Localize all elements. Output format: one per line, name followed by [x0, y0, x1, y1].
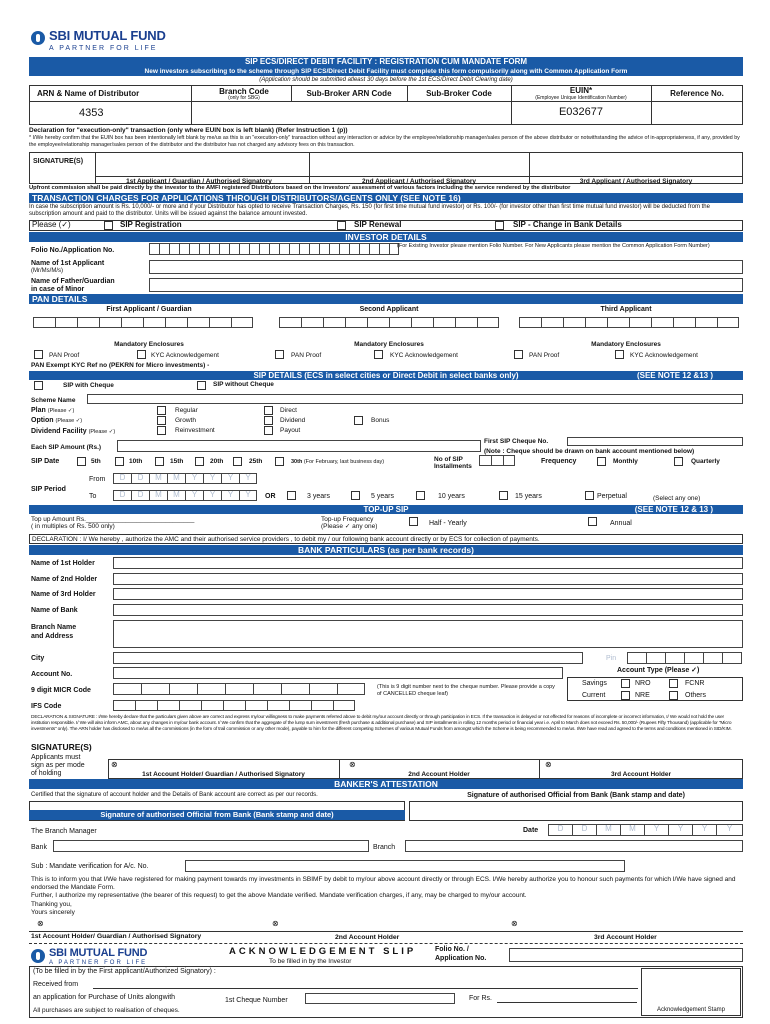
signature-label: SIGNATURE(S)	[33, 158, 84, 165]
first-cheque-input[interactable]	[567, 437, 743, 446]
fcnr-label: FCNR	[685, 680, 705, 687]
nro-label: NRO	[635, 680, 651, 687]
ack-cheque-input[interactable]	[305, 993, 455, 1004]
installments-label: No of SIP Installments	[434, 456, 472, 470]
attest-stamp-box[interactable]	[409, 801, 743, 821]
first-cheque-label: First SIP Cheque No.	[484, 438, 549, 445]
pan-first-label: First Applicant / Guardian	[106, 306, 192, 313]
folio-label: Folio No./Application No.	[31, 247, 115, 254]
regular-label: Regular	[175, 407, 198, 414]
direct-checkbox[interactable]	[264, 406, 273, 415]
bonus-label: Bonus	[371, 417, 390, 424]
ack-brand-tagline: A PARTNER FOR LIFE	[49, 960, 148, 966]
y5-checkbox[interactable]	[351, 491, 360, 500]
savings-label: Savings	[582, 680, 607, 687]
micr-label: 9 digit MICR Code	[31, 687, 91, 694]
bank-signatures-label: SIGNATURE(S)	[31, 742, 92, 752]
date-30-label	[291, 459, 384, 465]
arn-label: ARN & Name of Distributor	[37, 89, 140, 98]
lph-m2: M	[620, 824, 644, 836]
letter-date-label: Date	[523, 827, 539, 834]
euin-sub: (Employee Unique Identification Number)	[535, 95, 627, 101]
pan-proof-1-label: PAN Proof	[49, 352, 80, 359]
date-30-checkbox[interactable]	[275, 457, 284, 466]
nre-label: NRE	[635, 692, 650, 699]
account-holder-2-label: 2nd Account Holder	[408, 771, 470, 778]
letter-to: The Branch Manager	[31, 828, 97, 835]
ifs-input[interactable]	[113, 700, 355, 711]
holder1-label: Name of 1st Holder	[31, 560, 95, 567]
account-holder-3-label: 3rd Account Holder	[610, 771, 672, 778]
y3-label: 3 years	[307, 493, 330, 500]
perpetual-label: Perpetual	[597, 493, 627, 500]
to-label: To	[89, 493, 97, 500]
form-subtitle: New investors subscribing to the scheme through SIP ECS/Direct Debit Facility must complete this form compulsorily along with Common Application Form	[29, 67, 743, 76]
to-ph-m1: M	[149, 490, 167, 501]
arn-value[interactable]: 4353	[79, 107, 104, 119]
letter-bank-input[interactable]	[53, 840, 369, 852]
nre-checkbox[interactable]	[669, 691, 678, 700]
ifs-label: IFS Code	[31, 703, 62, 710]
sip-amount-input[interactable]	[117, 440, 481, 452]
pan-proof-2-label: PAN Proof	[291, 352, 322, 359]
sip-change-bank-checkbox[interactable]	[495, 221, 504, 230]
letter-sig-1: 1st Account Holder/ Guardian / Authorised Signatory	[31, 933, 202, 940]
annual-label: Annual	[610, 520, 632, 527]
bank-sig-sub3: of holding	[31, 770, 62, 777]
y10-checkbox[interactable]	[416, 491, 425, 500]
kyc-2-checkbox[interactable]	[374, 350, 383, 359]
father-name-input[interactable]	[149, 278, 743, 292]
date-15-checkbox[interactable]	[155, 457, 164, 466]
ack-app-label: Application No.	[435, 955, 487, 962]
ack-received-label: Received from	[33, 981, 79, 988]
reference-label: Reference No.	[670, 89, 724, 98]
branch-address-input[interactable]	[113, 620, 743, 648]
date-30-text: 30th	[291, 459, 303, 465]
ack-sub: To be filled in by the Investor	[269, 958, 352, 965]
sign-mark-3-icon: ⊗	[545, 760, 552, 769]
sip-change-bank-label: SIP - Change in Bank Details	[513, 220, 622, 229]
option-text: Option	[31, 417, 54, 424]
pin-label: Pin	[606, 655, 617, 662]
letter-sig-2: 2nd Account Holder	[335, 934, 400, 941]
date-5-label: 5th	[91, 458, 101, 465]
letter-branch-label: Branch	[373, 844, 396, 851]
to-date-input[interactable]	[113, 490, 257, 501]
form-title: SIP ECS/DIRECT DEBIT FACILITY : REGISTRATION CUM MANDATE FORM	[29, 57, 743, 67]
topup-freq-sub: (Please ✓ any one)	[321, 523, 378, 530]
please-label: Please (✓)	[32, 220, 71, 229]
topup-note: (SEE NOTE 12 & 13 )	[634, 505, 713, 514]
ack-subject: All purchases are subject to realisation of cheques.	[33, 1007, 180, 1014]
sbi-emblem-icon	[31, 31, 45, 45]
sip-without-cheque-label: SIP without Cheque	[213, 381, 274, 388]
to-ph-y1: Y	[185, 490, 203, 501]
pan-proof-2-checkbox[interactable]	[275, 350, 284, 359]
letter-account-input[interactable]	[185, 860, 625, 872]
plan-text: Plan	[31, 407, 46, 414]
sip-renewal-label: SIP Renewal	[354, 220, 402, 229]
bank-sig-sub2: sign as per mode	[31, 762, 85, 769]
bonus-checkbox[interactable]	[354, 416, 363, 425]
letter-sig-3: 3rd Account Holder	[594, 934, 657, 941]
date-15-label: 15th	[170, 458, 184, 465]
lph-y4: Y	[716, 824, 743, 836]
upfront-note: Upfront commission shall be paid directly by the investor to the AMFI registered Distributors based on the investors' assessment of various factors including the service rendered by the distributor	[29, 185, 571, 191]
ph-m2: M	[167, 473, 185, 484]
frequency-label: Frequency	[541, 458, 577, 465]
folio-input[interactable]	[149, 243, 399, 255]
sip-title-text: SIP DETAILS (ECS in select cities or Direct Debit in select banks only)	[253, 371, 519, 380]
brand-tagline: A PARTNER FOR LIFE	[49, 45, 158, 52]
ack-logo	[29, 946, 179, 968]
topup-amount-label[interactable]: Top up Amount Rs.______________________________	[31, 516, 195, 523]
account-input[interactable]	[113, 667, 563, 679]
city-label: City	[31, 655, 45, 662]
installments-input[interactable]	[479, 455, 515, 466]
sip-with-cheque-checkbox[interactable]	[34, 381, 43, 390]
holder2-input[interactable]	[113, 573, 743, 585]
sip-with-cheque-label: SIP with Cheque	[63, 382, 114, 389]
ph-y2: Y	[203, 473, 221, 484]
sip-date-label: SIP Date	[31, 458, 60, 465]
branch-code-label: Branch Code	[219, 87, 269, 96]
sig3-label: 3rd Applicant / Authorised Signatory	[579, 178, 693, 185]
date-30-note: (For February, last business day)	[303, 459, 385, 465]
letter-date-input[interactable]	[548, 824, 743, 836]
date-25-label: 25th	[249, 458, 263, 465]
attest-title: BANKER'S ATTESTATION	[29, 779, 743, 789]
annual-checkbox[interactable]	[588, 517, 597, 526]
current-label: Current	[582, 692, 606, 699]
holder3-label: Name of 3rd Holder	[31, 591, 96, 598]
attest-sig-left: Signature of authorised Official from Bank (Bank stamp and date)	[29, 810, 405, 820]
sig2-label: 2nd Applicant / Authorised Signatory	[362, 178, 476, 185]
holder1-input[interactable]	[113, 557, 743, 569]
plan-label	[31, 407, 74, 415]
mandatory-1: Mandatory Enclosures	[114, 341, 184, 348]
mandatory-3: Mandatory Enclosures	[591, 341, 661, 348]
account-type-label: Account Type (Please ✓)	[617, 667, 700, 674]
option-label	[31, 417, 82, 425]
y10-label: 10 years	[438, 493, 465, 500]
pan-title: PAN DETAILS	[29, 294, 743, 304]
ack-purchase-label: an application for Purchase of Units alongwith	[33, 994, 176, 1001]
y15-label: 15 years	[515, 493, 542, 500]
dividend-checkbox[interactable]	[264, 416, 273, 425]
charges-text: In case the subscription amount is Rs. 10,000/- or more and if your Distributor has opted to receive Transaction Charges, Rs. 150 (for first time mutual fund investor) or Rs. 100/- (for investor other than first time mutual fund investor) will be deducted from the subscription amount and paid to the distributor. Units will be issued against the balance amount invested.	[29, 204, 710, 217]
ph-y4: Y	[239, 473, 257, 484]
ph-y3: Y	[221, 473, 239, 484]
nro-checkbox[interactable]	[669, 679, 678, 688]
perpetual-checkbox[interactable]	[585, 491, 594, 500]
subbroker-arn-label: Sub-Broker ARN Code	[306, 89, 392, 98]
letter-branch-input[interactable]	[405, 840, 743, 852]
letter-p1: This is to inform you that I/We have registered for making payment towards my investments in SBIMF by debit to my/our above account directly or through ECS. I/We hereby authorize you to honour such payments for which I/We have signed and endorsed the Mandate Form.	[31, 876, 736, 891]
city-input[interactable]	[113, 652, 583, 664]
topup-freq-label: Top-up Frequency	[321, 516, 374, 523]
y15-checkbox[interactable]	[499, 491, 508, 500]
date-25-checkbox[interactable]	[233, 457, 242, 466]
div-label	[31, 428, 115, 436]
pan-proof-3-label: PAN Proof	[529, 352, 560, 359]
father-name-label: Name of Father/Guardian	[31, 278, 115, 285]
half-yearly-label: Half - Yearly	[429, 520, 467, 527]
reinvest-label: Reinvestment	[175, 427, 215, 434]
bank-declaration-text: DECLARATION & SIGNATURE : I/We hereby declare that the particulars given above are correct and express my/our willingness to make payments referred above to debit my/our account directly or through participation in ECS. If the transaction is delayed or not effected for reasons of incomplete or incorrect information, I/ We would not hold the user institution responsible. I/ We will also inform AMC, about any changes in my/our bank account. I/ We confirm that the aggregate of the lump sum investment (fresh purchase & additional purchase) and SIP installments in rolling 12 months period or financial year i.e. April to March does not exceed Rs. 50,000/- (Rupees Fifty Thousand) (applicable for "Micro investments" only). The ARN holder has disclosed to me/us all the commissions (in the form of trail commission or any other mode), payable to him for the different competing Schemes of various Mutual Funds from amongst which the Scheme is being recommended to me/us. I/We have read and agreed to the terms and conditions mentioned in SID/KIM.	[31, 715, 732, 732]
ack-brand-name: SBI MUTUAL FUND	[49, 947, 148, 959]
quarterly-label: Quarterly	[691, 458, 720, 465]
payout-checkbox[interactable]	[264, 426, 273, 435]
pekrn-label: PAN Exempt KYC Ref no (PEKRN for Micro investments) -	[31, 362, 210, 369]
attest-text: Certified that the signature of account holder and the Details of Bank account are correct as per our records.	[31, 792, 318, 798]
to-ph-y2: Y	[203, 490, 221, 501]
current-checkbox[interactable]	[621, 691, 630, 700]
ack-folio-input[interactable]	[509, 948, 743, 962]
ack-stamp-label: Acknowledgement Stamp	[656, 1007, 726, 1013]
ack-emblem-icon	[31, 949, 45, 963]
growth-label: Growth	[175, 417, 196, 424]
lph-d1: D	[548, 824, 572, 836]
letter-sign-3-icon: ⊗	[511, 919, 518, 928]
pan-proof-1-checkbox[interactable]	[34, 350, 43, 359]
euin-label: EUIN*	[569, 86, 593, 95]
to-ph-y3: Y	[221, 490, 239, 501]
sign-mark-1-icon: ⊗	[111, 760, 118, 769]
y3-checkbox[interactable]	[287, 491, 296, 500]
sip-period-label: SIP Period	[31, 486, 66, 493]
form-note: (Application should be submitted atleast 30 days before the 1st ECS/Direct Debit Clearing date)	[259, 77, 513, 83]
lph-d2: D	[572, 824, 596, 836]
letter-sign-2-icon: ⊗	[272, 919, 279, 928]
lph-y3: Y	[692, 824, 716, 836]
applicant-name-input[interactable]	[149, 260, 743, 274]
execution-decl-title: Declaration for "execution-only" transaction (only where EUIN box is left blank) (Refer Instruction 1 (p))	[29, 127, 348, 134]
branch-name-label: Branch Name	[31, 624, 77, 631]
ack-title: ACKNOWLEDGEMENT SLIP	[229, 946, 417, 957]
form-page	[29, 28, 743, 1018]
pan-third-label: Third Applicant	[600, 306, 652, 313]
subbroker-code-label: Sub-Broker Code	[426, 89, 492, 98]
ack-cheque-label: 1st Cheque Number	[225, 997, 288, 1004]
monthly-checkbox[interactable]	[597, 457, 606, 466]
plan-please: (Please ✓)	[47, 408, 75, 414]
pan-second-input[interactable]	[279, 317, 499, 328]
topup-title-text: TOP-UP SIP	[363, 505, 409, 514]
sip-note: (SEE NOTE 12 &13 )	[636, 371, 713, 380]
dividend-label: Dividend	[280, 417, 306, 424]
pan-proof-3-checkbox[interactable]	[514, 350, 523, 359]
kyc-3-label: KYC Acknowledgement	[630, 352, 698, 359]
to-ph-y4: Y	[239, 490, 257, 501]
to-ph-m2: M	[167, 490, 185, 501]
euin-value[interactable]: E032677	[558, 106, 604, 118]
kyc-3-checkbox[interactable]	[615, 350, 624, 359]
account-holder-1-label: 1st Account Holder/ Guardian / Authorised Signatory	[142, 771, 305, 778]
sip-amount-label: Each SIP Amount (Rs.)	[31, 444, 102, 451]
div-please: (Please ✓)	[88, 429, 116, 435]
kyc-1-label: KYC Acknowledgement	[151, 352, 219, 359]
sign-mark-2-icon: ⊗	[349, 760, 356, 769]
from-date-input[interactable]	[113, 473, 257, 484]
holder2-label: Name of 2nd Holder	[31, 576, 98, 583]
letter-p3: Thanking you,	[31, 901, 72, 908]
declaration-text: DECLARATION : I/ We hereby , authorize the AMC and their authorised service providers , to debit my / our following bank account directly or by ECS for collection of payments.	[32, 536, 540, 543]
topup-title	[29, 505, 743, 514]
ph-m1: M	[149, 473, 167, 484]
pan-second-label: Second Applicant	[359, 306, 419, 313]
scheme-label: Scheme Name	[31, 397, 76, 404]
reinvest-checkbox[interactable]	[157, 426, 166, 435]
pin-input[interactable]	[627, 652, 742, 664]
ack-for-rs-label: For Rs.	[469, 995, 492, 1002]
bank-name-label: Name of Bank	[31, 607, 78, 614]
date-20-label: 20th	[210, 458, 224, 465]
letter-sign-1-icon: ⊗	[37, 919, 44, 928]
attest-sig-right: Signature of authorised Official from Bank (Bank stamp and date)	[467, 792, 685, 799]
pan-first-input[interactable]	[33, 317, 253, 328]
lph-m1: M	[596, 824, 620, 836]
sip-registration-label: SIP Registration	[120, 220, 182, 229]
topup-amount-sub: ( in multiples of Rs. 500 only)	[31, 523, 115, 530]
savings-checkbox[interactable]	[621, 679, 630, 688]
sip-renewal-checkbox[interactable]	[337, 221, 346, 230]
growth-checkbox[interactable]	[157, 416, 166, 425]
ph-d1: D	[113, 473, 131, 484]
micr-note: (This is 9 digit number next to the cheque number. Please provide a copy of CANCELLED cheque leaf)	[377, 684, 555, 697]
letter-bank-label: Bank	[31, 844, 47, 851]
kyc-2-label: KYC Acknowledgement	[390, 352, 458, 359]
regular-checkbox[interactable]	[157, 406, 166, 415]
execution-decl-text: * I/We hereby confirm that the EUIN box has been intentionally left blank by me/us as this is an "execution-only" transaction without any interaction or advice by the employee/relationship manager/sales person of the above distributor or notwithstanding the advice of in-appropriateness, if any, provided by the employee/relationship manager/sales person of the distributor and the distributor has not charged any advisory fees on this transaction.	[29, 135, 740, 148]
branch-address-label: and Address	[31, 633, 74, 640]
kyc-1-checkbox[interactable]	[137, 350, 146, 359]
or-label: OR	[265, 493, 276, 500]
ack-folio-label: Folio No. /	[435, 946, 469, 953]
date-5-checkbox[interactable]	[77, 457, 86, 466]
select-any-label: (Select any one)	[653, 495, 701, 502]
ph-y1: Y	[185, 473, 203, 484]
option-please: (Please ✓)	[55, 418, 83, 424]
date-10-checkbox[interactable]	[115, 457, 124, 466]
charges-title: TRANSACTION CHARGES FOR APPLICATIONS THROUGH DISTRIBUTORS/AGENTS ONLY (SEE NOTE 16)	[29, 193, 743, 203]
date-10-label: 10th	[129, 458, 143, 465]
bank-name-input[interactable]	[113, 604, 743, 616]
branch-code-sub: (only for SBG)	[228, 95, 260, 101]
to-ph-d2: D	[131, 490, 149, 501]
bank-title: BANK PARTICULARS (as per bank records)	[29, 545, 743, 555]
holder3-input[interactable]	[113, 588, 743, 600]
lph-y1: Y	[644, 824, 668, 836]
payout-label: Payout	[280, 427, 301, 434]
sbi-logo	[29, 28, 179, 56]
scheme-input[interactable]	[87, 394, 743, 404]
letter-sub: Sub : Mandate verification for A/c. No.	[31, 863, 149, 870]
date-20-checkbox[interactable]	[195, 457, 204, 466]
direct-label: Direct	[280, 407, 297, 414]
sip-registration-checkbox[interactable]	[104, 221, 113, 230]
mandatory-2: Mandatory Enclosures	[354, 341, 424, 348]
quarterly-checkbox[interactable]	[674, 457, 683, 466]
investor-title: INVESTOR DETAILS	[29, 232, 743, 242]
half-yearly-checkbox[interactable]	[409, 517, 418, 526]
applicant-name-label: Name of 1st Applicant	[31, 260, 105, 267]
applicant-name-sub: (Mr/Ms/M/s)	[31, 268, 63, 274]
letter-p4: Yours sincerely	[31, 909, 75, 916]
ph-d2: D	[131, 473, 149, 484]
others-label: Others	[685, 692, 707, 699]
y5-label: 5 years	[371, 493, 394, 500]
folio-note: (For Existing Investor please mention Folio Number. For New Applicants please mention the Common Application Form Number)	[397, 243, 710, 249]
letter-p2: Further, I authorize my representative (the bearer of this request) to get the above Mandate verified. Mandate verification charges, if any, may be charged to my/our account.	[31, 892, 527, 899]
micr-input[interactable]	[113, 683, 365, 695]
to-ph-d1: D	[113, 490, 131, 501]
ack-filled-label: (To be filled in by the First applicant/Authorized Signatory) :	[33, 968, 216, 975]
sip-without-cheque-checkbox[interactable]	[197, 381, 206, 390]
monthly-label: Monthly	[613, 458, 638, 465]
sip-title	[29, 371, 743, 380]
pan-third-input[interactable]	[519, 317, 739, 328]
account-label: Account No.	[31, 671, 73, 678]
sig1-label: 1st Applicant / Guardian / Authorised Signatory	[126, 178, 272, 185]
lph-y2: Y	[668, 824, 692, 836]
bank-sig-sub1: Applicants must	[31, 754, 81, 761]
div-text: Dividend Facility	[31, 428, 87, 435]
brand-name: SBI MUTUAL FUND	[49, 28, 166, 43]
cheque-note: (Note : Cheque should be drawn on bank account mentioned below)	[484, 448, 695, 455]
father-name-sub: in case of Minor	[31, 286, 85, 293]
from-label: From	[89, 476, 106, 483]
